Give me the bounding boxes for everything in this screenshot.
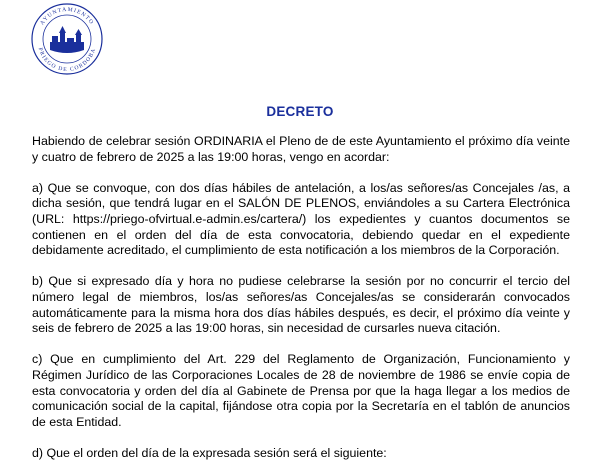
seal-top-text: AYUNTAMIENTO xyxy=(39,6,95,27)
seal-bottom-text: PRIEGO DE CORDOBA xyxy=(36,47,98,74)
paragraph-d: d) Que el orden del día de la expresada sesión será el siguiente: xyxy=(32,445,387,460)
paragraph-a: a) Que se convoque, con dos días hábiles de antelación, a los/as señores/as Concejales /as, a dicha sesión, que tendrá lugar en el SALÓN DE PLENOS, enviándoles a su Cartera Electrónica (URL: https://priego-ofvirtual.e-admin.es/cartera/) los expedientes y cuantos documentos se contienen en el orden del día de esta convocatoria, debiendo quedar en el expediente debidamente acreditado, el cumplimiento de esta notificación a los miembros de la Corporación. xyxy=(32,180,570,258)
paragraph-b: b) Que si expresado día y hora no pudiese celebrarse la sesión por no concurrir el tercio del número legal de miembros, los/as señores/as Concejales/as se considerarán convocados automáticamente para la misma hora dos días hábiles después, es decir, el próximo día veinte y seis de febrero de 2025 a las 19:00 horas, sin necesidad de cursarles nueva citación. xyxy=(32,274,570,336)
intro-paragraph: Habiendo de celebrar sesión ORDINARIA el Pleno de de este Ayuntamiento el próximo día veinte y cuatro de febrero de 2025 a las 19:00 horas, vengo en acordar: xyxy=(32,134,570,164)
municipal-seal xyxy=(30,2,104,76)
paragraph-c: c) Que en cumplimiento del Art. 229 del Reglamento de Organización, Funcionamiento y Régimen Jurídico de las Corporaciones Locales de 28 de noviembre de 1986 se envíe copia de esta convocatoria y orden del día al Gabinete de Prensa por que la haga llegar a los medios de comunicación social de la capital, fijándose otra copia por la Secretaría en el tablón de anuncios de esta Entidad. xyxy=(32,352,570,429)
document-body xyxy=(32,134,570,461)
document-title: DECRETO xyxy=(266,104,334,119)
town-silhouette-icon xyxy=(50,26,84,53)
